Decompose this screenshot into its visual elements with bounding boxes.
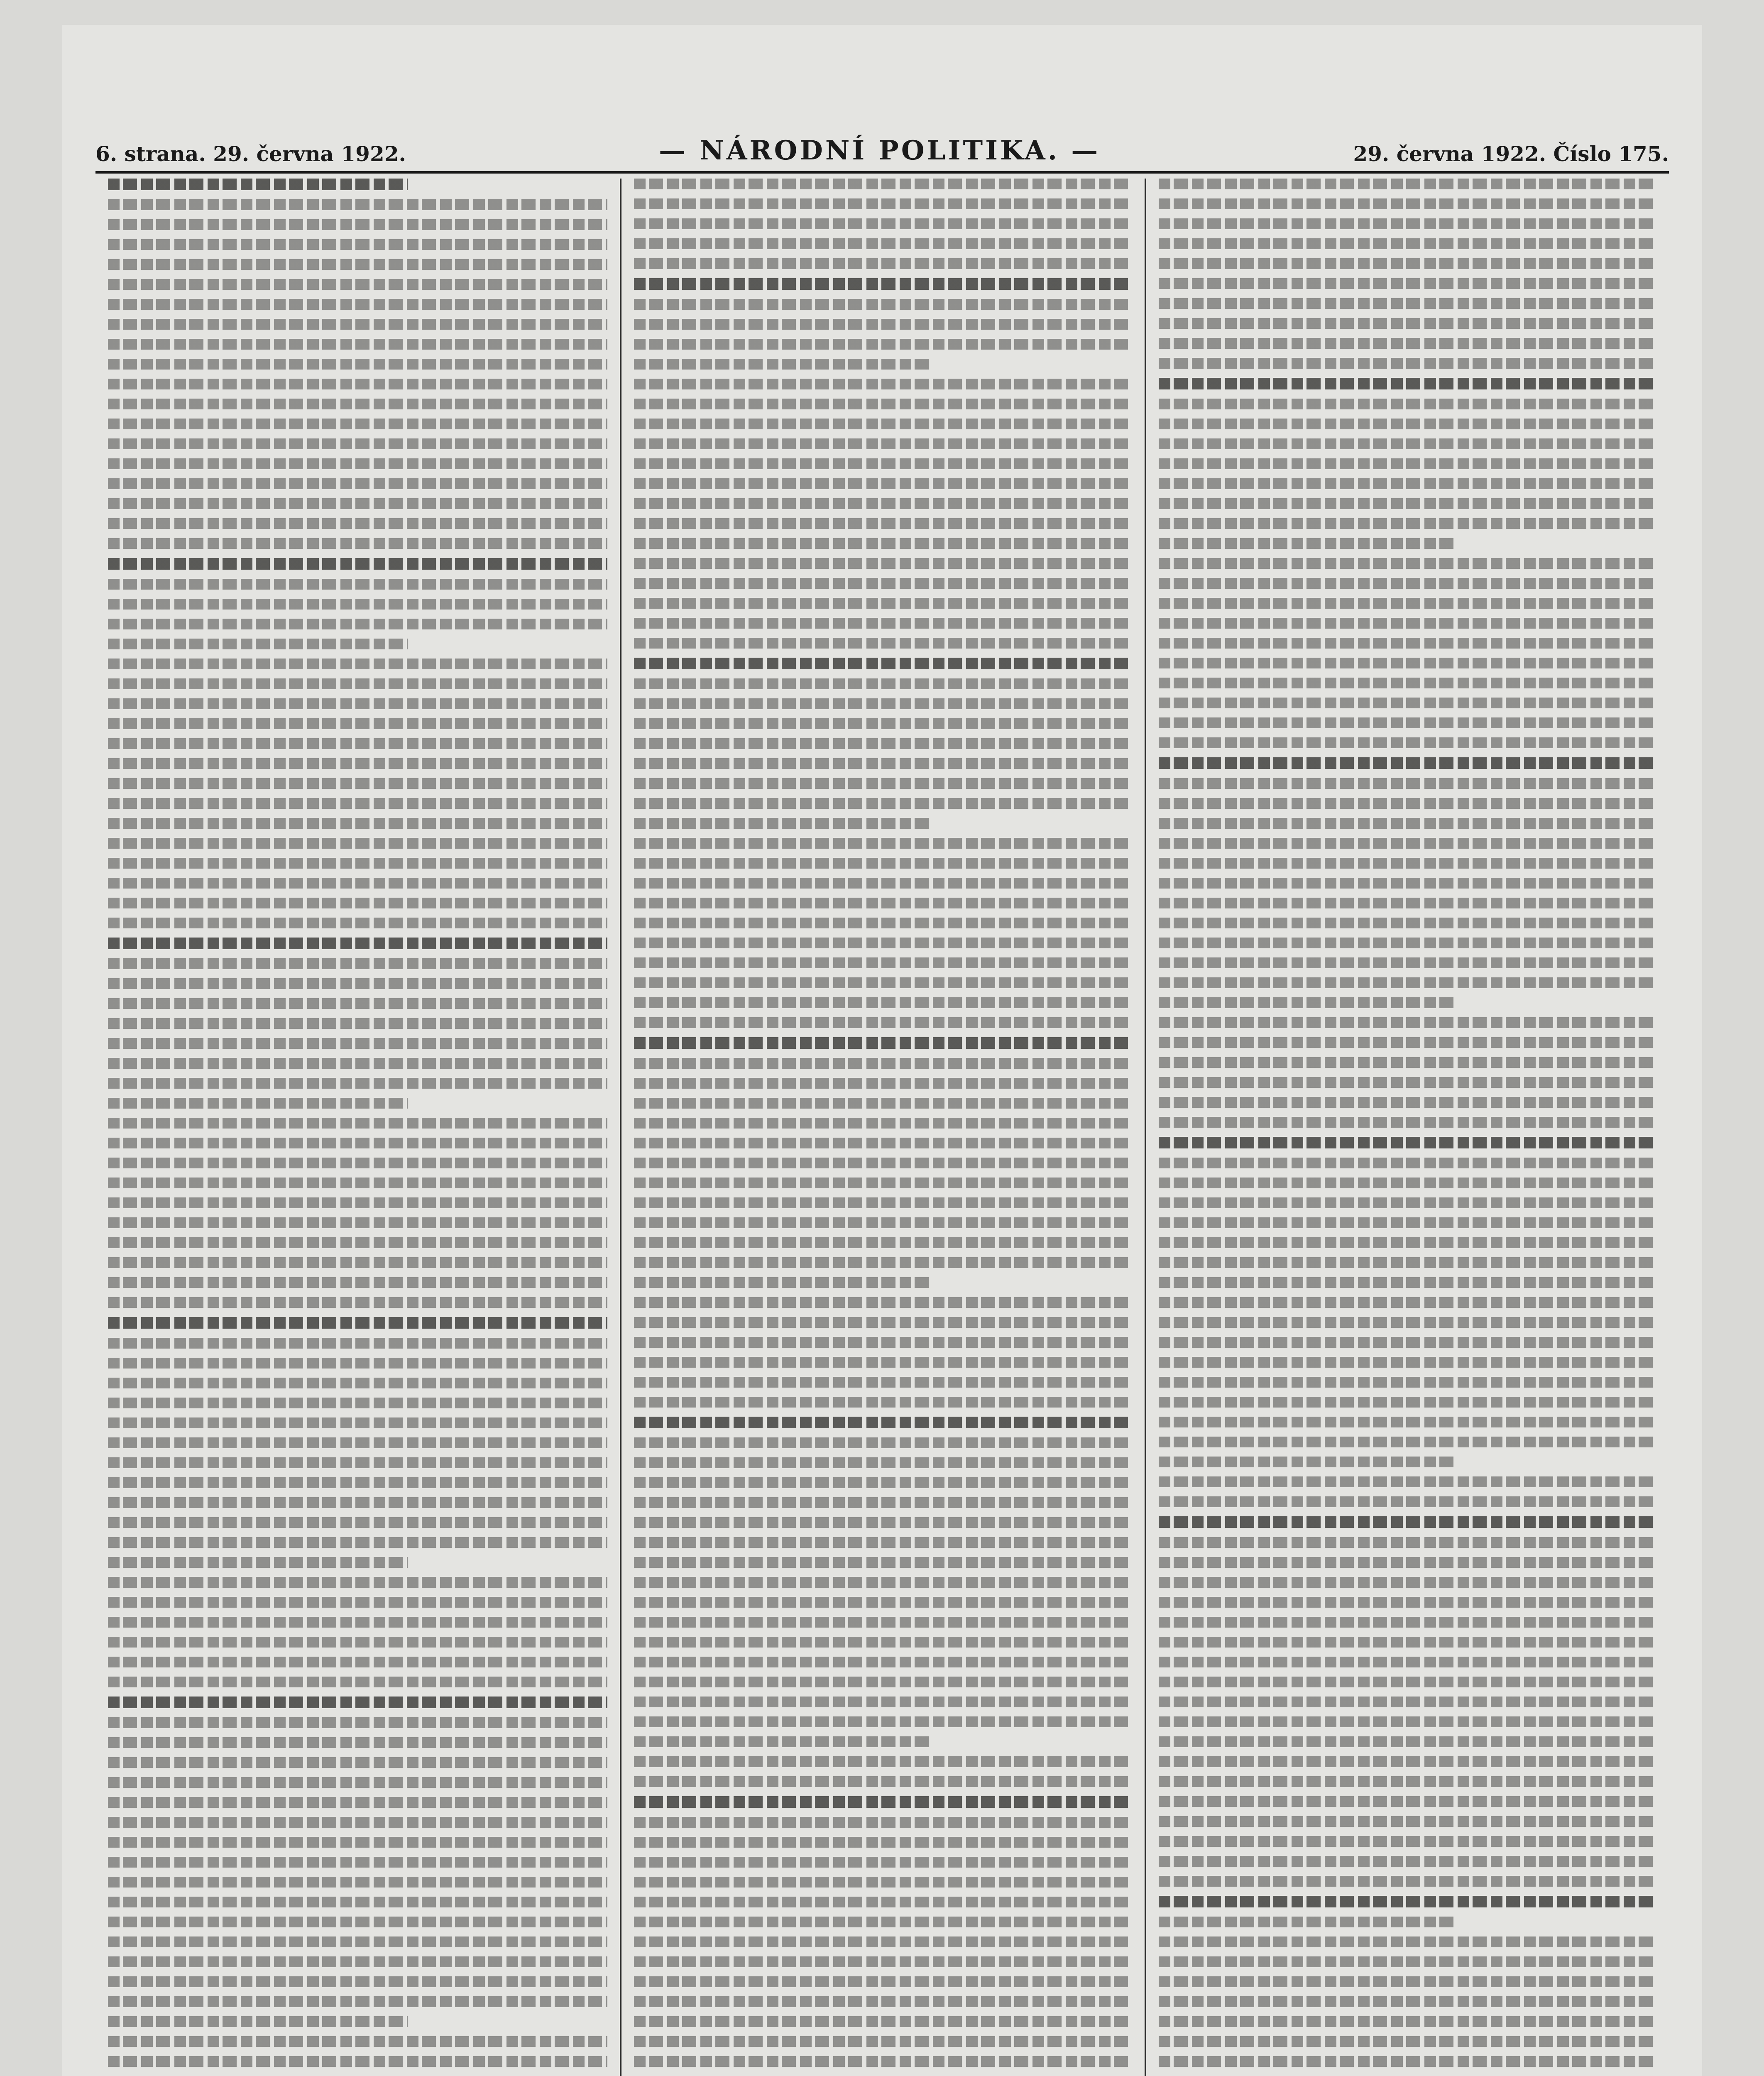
text-line-placeholder bbox=[634, 618, 1132, 629]
masthead-title: — NÁRODNÍ POLITIKA. — bbox=[659, 135, 1101, 166]
text-line-placeholder bbox=[1159, 1377, 1656, 1388]
text-line-placeholder bbox=[108, 599, 607, 610]
text-line-placeholder bbox=[1159, 1437, 1656, 1447]
text-line-placeholder bbox=[108, 619, 607, 629]
text-line-placeholder bbox=[634, 359, 933, 370]
text-line-placeholder bbox=[1159, 338, 1656, 349]
text-line-placeholder bbox=[634, 1497, 1132, 1508]
text-line-placeholder bbox=[634, 1297, 1132, 1308]
text-line-placeholder bbox=[634, 2016, 1132, 2027]
text-line-placeholder bbox=[108, 1277, 607, 1288]
text-line-placeholder bbox=[108, 1437, 607, 1448]
text-line-placeholder bbox=[108, 1317, 607, 1329]
text-line-placeholder bbox=[108, 639, 408, 649]
text-line-placeholder bbox=[634, 838, 1132, 849]
text-line-placeholder bbox=[108, 1197, 607, 1208]
text-line-placeholder bbox=[634, 1017, 1132, 1028]
text-line-placeholder bbox=[108, 1297, 607, 1308]
text-line-placeholder bbox=[1159, 1896, 1656, 1907]
text-line-placeholder bbox=[634, 1617, 1132, 1628]
text-line-placeholder bbox=[108, 878, 607, 889]
text-line-placeholder bbox=[1159, 218, 1656, 229]
text-line-placeholder bbox=[108, 838, 607, 849]
text-line-placeholder bbox=[108, 1797, 607, 1808]
text-line-placeholder bbox=[634, 1857, 1132, 1868]
text-line-placeholder bbox=[108, 1517, 607, 1528]
text-line-placeholder bbox=[1159, 1496, 1656, 1507]
text-line-placeholder bbox=[1159, 678, 1656, 688]
text-line-placeholder bbox=[108, 1936, 607, 1947]
text-line-placeholder bbox=[108, 1917, 607, 1927]
text-line-placeholder bbox=[634, 518, 1132, 529]
column-right bbox=[1145, 179, 1669, 2076]
text-line-placeholder bbox=[108, 419, 607, 429]
text-line-placeholder bbox=[634, 379, 1132, 389]
text-line-placeholder bbox=[634, 1736, 933, 1747]
page-header bbox=[95, 120, 1669, 174]
text-line-placeholder bbox=[1159, 318, 1656, 329]
text-line-placeholder bbox=[108, 1018, 607, 1029]
issue-date-number: 29. června 1922. Číslo 175. bbox=[1353, 142, 1669, 166]
text-line-placeholder bbox=[1159, 298, 1656, 309]
text-line-placeholder bbox=[1159, 778, 1656, 789]
text-line-placeholder bbox=[108, 259, 607, 270]
text-line-placeholder bbox=[634, 977, 1132, 988]
text-line-placeholder bbox=[1159, 918, 1656, 928]
text-line-placeholder bbox=[1159, 658, 1656, 668]
text-line-placeholder bbox=[634, 1517, 1132, 1528]
text-line-placeholder bbox=[634, 278, 1132, 290]
text-line-placeholder bbox=[108, 1358, 607, 1368]
text-line-placeholder bbox=[108, 1257, 607, 1268]
text-line-placeholder bbox=[108, 1757, 607, 1768]
text-line-placeholder bbox=[1159, 438, 1656, 449]
text-line-placeholder bbox=[634, 1597, 1132, 1608]
text-line-placeholder bbox=[108, 518, 607, 529]
text-line-placeholder bbox=[1159, 1816, 1656, 1827]
text-line-placeholder bbox=[634, 1357, 1132, 1368]
text-line-placeholder bbox=[634, 957, 1132, 968]
text-line-placeholder bbox=[634, 1936, 1132, 1947]
text-line-placeholder bbox=[1159, 1597, 1656, 1608]
text-line-placeholder bbox=[108, 1657, 607, 1667]
text-line-placeholder bbox=[108, 778, 607, 789]
text-line-placeholder bbox=[108, 359, 607, 370]
text-line-placeholder bbox=[1159, 858, 1656, 869]
text-line-placeholder bbox=[1159, 538, 1458, 549]
text-line-placeholder bbox=[634, 1697, 1132, 1707]
text-line-placeholder bbox=[1159, 1677, 1656, 1687]
text-line-placeholder bbox=[1159, 618, 1656, 629]
text-line-placeholder bbox=[634, 558, 1132, 569]
text-line-placeholder bbox=[1159, 598, 1656, 609]
text-line-placeholder bbox=[634, 997, 1132, 1008]
text-line-placeholder bbox=[108, 179, 408, 190]
text-line-placeholder bbox=[1159, 1057, 1656, 1068]
text-line-placeholder bbox=[108, 858, 607, 869]
text-line-placeholder bbox=[634, 1217, 1132, 1228]
text-line-placeholder bbox=[634, 238, 1132, 249]
text-line-placeholder bbox=[1159, 878, 1656, 889]
text-line-placeholder bbox=[1159, 1577, 1656, 1588]
text-line-placeholder bbox=[1159, 1516, 1656, 1528]
text-line-placeholder bbox=[1159, 1217, 1656, 1228]
text-line-placeholder bbox=[108, 1597, 607, 1608]
text-line-placeholder bbox=[1159, 977, 1656, 988]
text-line-placeholder bbox=[634, 498, 1132, 509]
text-line-placeholder bbox=[108, 1837, 607, 1848]
text-line-placeholder bbox=[108, 1817, 607, 1828]
text-line-placeholder bbox=[634, 1457, 1132, 1468]
text-line-placeholder bbox=[108, 1557, 408, 1568]
text-line-placeholder bbox=[1159, 419, 1656, 429]
text-line-placeholder bbox=[108, 1956, 607, 1967]
text-line-placeholder bbox=[634, 678, 1132, 689]
text-line-placeholder bbox=[108, 1058, 607, 1069]
text-line-placeholder bbox=[108, 2056, 607, 2067]
text-line-placeholder bbox=[1159, 1956, 1656, 1967]
text-line-placeholder bbox=[1159, 1178, 1656, 1188]
text-line-placeholder bbox=[1159, 258, 1656, 269]
text-line-placeholder bbox=[1159, 1417, 1656, 1427]
text-line-placeholder bbox=[108, 918, 607, 928]
text-line-placeholder bbox=[108, 478, 607, 489]
text-line-placeholder bbox=[108, 1158, 607, 1168]
text-line-placeholder bbox=[108, 1398, 607, 1408]
text-line-placeholder bbox=[108, 1118, 607, 1129]
text-line-placeholder bbox=[108, 1877, 607, 1887]
text-line-placeholder bbox=[1159, 1796, 1656, 1807]
text-line-placeholder bbox=[1159, 1457, 1458, 1467]
text-line-placeholder bbox=[634, 1897, 1132, 1907]
text-line-placeholder bbox=[1159, 278, 1656, 289]
text-line-placeholder bbox=[108, 1976, 607, 1987]
text-line-placeholder bbox=[1159, 957, 1656, 968]
text-line-placeholder bbox=[1159, 1557, 1656, 1568]
text-line-placeholder bbox=[634, 1337, 1132, 1348]
text-line-placeholder bbox=[634, 1118, 1132, 1129]
text-line-placeholder bbox=[634, 1956, 1132, 1967]
text-line-placeholder bbox=[1159, 2036, 1656, 2047]
text-line-placeholder bbox=[108, 239, 607, 250]
text-line-placeholder bbox=[108, 538, 607, 549]
text-line-placeholder bbox=[1159, 1716, 1656, 1727]
text-line-placeholder bbox=[1159, 1197, 1656, 1208]
text-line-placeholder bbox=[1159, 378, 1656, 389]
text-line-placeholder bbox=[634, 1397, 1132, 1408]
text-line-placeholder bbox=[634, 1657, 1132, 1667]
text-line-placeholder bbox=[108, 1338, 607, 1349]
text-line-placeholder bbox=[108, 718, 607, 729]
text-line-placeholder bbox=[1159, 198, 1656, 209]
text-line-placeholder bbox=[1159, 737, 1656, 748]
text-line-placeholder bbox=[108, 1777, 607, 1788]
text-line-placeholder bbox=[634, 1917, 1132, 1927]
text-line-placeholder bbox=[634, 1557, 1132, 1568]
text-line-placeholder bbox=[634, 1976, 1132, 1987]
text-line-placeholder bbox=[1159, 1637, 1656, 1648]
column-left bbox=[95, 179, 620, 2076]
text-line-placeholder bbox=[1159, 1397, 1656, 1408]
text-line-placeholder bbox=[108, 698, 607, 709]
text-line-placeholder bbox=[1159, 1936, 1656, 1947]
text-line-placeholder bbox=[634, 1996, 1132, 2007]
text-line-placeholder bbox=[634, 179, 1132, 189]
text-line-placeholder bbox=[108, 458, 607, 469]
text-line-placeholder bbox=[108, 938, 607, 949]
text-line-placeholder bbox=[108, 1417, 607, 1428]
text-line-placeholder bbox=[634, 798, 1132, 809]
newspaper-page bbox=[62, 25, 1702, 2076]
text-line-placeholder bbox=[634, 818, 933, 829]
text-line-placeholder bbox=[1159, 1317, 1656, 1328]
text-line-placeholder bbox=[1159, 1657, 1656, 1667]
text-line-placeholder bbox=[108, 1637, 607, 1648]
text-line-placeholder bbox=[634, 1796, 1132, 1808]
text-line-placeholder bbox=[634, 658, 1132, 669]
text-line-placeholder bbox=[1159, 238, 1656, 249]
text-line-placeholder bbox=[634, 1877, 1132, 1887]
text-line-placeholder bbox=[108, 319, 607, 330]
text-line-placeholder bbox=[634, 458, 1132, 469]
text-line-placeholder bbox=[1159, 698, 1656, 708]
text-line-placeholder bbox=[634, 1837, 1132, 1848]
text-line-placeholder bbox=[108, 1897, 607, 1907]
text-line-placeholder bbox=[108, 1457, 607, 1468]
text-line-placeholder bbox=[634, 258, 1132, 269]
text-line-placeholder bbox=[1159, 1257, 1656, 1268]
text-line-placeholder bbox=[1159, 1237, 1656, 1248]
text-line-placeholder bbox=[108, 339, 607, 350]
text-line-placeholder bbox=[634, 758, 1132, 769]
text-line-placeholder bbox=[634, 918, 1132, 928]
text-line-placeholder bbox=[634, 1158, 1132, 1168]
text-line-placeholder bbox=[1159, 898, 1656, 908]
text-line-placeholder bbox=[1159, 638, 1656, 649]
text-line-placeholder bbox=[634, 698, 1132, 709]
text-line-placeholder bbox=[108, 1737, 607, 1748]
text-line-placeholder bbox=[634, 638, 1132, 649]
text-line-placeholder bbox=[1159, 1996, 1656, 2007]
text-line-placeholder bbox=[108, 1537, 607, 1548]
text-line-placeholder bbox=[634, 1637, 1132, 1648]
text-line-placeholder bbox=[108, 1378, 607, 1388]
text-line-placeholder bbox=[108, 798, 607, 809]
text-line-placeholder bbox=[634, 1776, 1132, 1787]
text-line-placeholder bbox=[634, 718, 1132, 729]
text-line-placeholder bbox=[634, 339, 1132, 350]
text-line-placeholder bbox=[1159, 798, 1656, 809]
text-line-placeholder bbox=[1159, 1876, 1656, 1887]
text-line-placeholder bbox=[634, 778, 1132, 789]
text-line-placeholder bbox=[634, 1237, 1132, 1248]
text-line-placeholder bbox=[108, 1996, 607, 2007]
text-line-placeholder bbox=[634, 938, 1132, 948]
text-line-placeholder bbox=[634, 1537, 1132, 1548]
text-line-placeholder bbox=[634, 198, 1132, 209]
text-line-placeholder bbox=[108, 1677, 607, 1687]
text-line-placeholder bbox=[634, 1197, 1132, 1208]
text-line-placeholder bbox=[108, 978, 607, 989]
text-line-placeholder bbox=[1159, 1756, 1656, 1767]
article-columns bbox=[95, 179, 1669, 2076]
text-line-placeholder bbox=[108, 558, 607, 570]
text-line-placeholder bbox=[634, 1677, 1132, 1687]
text-line-placeholder bbox=[634, 1716, 1132, 1727]
text-line-placeholder bbox=[108, 299, 607, 310]
text-line-placeholder bbox=[1159, 1697, 1656, 1707]
text-line-placeholder bbox=[634, 898, 1132, 908]
text-line-placeholder bbox=[108, 998, 607, 1009]
text-line-placeholder bbox=[1159, 358, 1656, 369]
text-line-placeholder bbox=[1159, 1836, 1656, 1847]
text-line-placeholder bbox=[634, 1817, 1132, 1828]
text-line-placeholder bbox=[108, 438, 607, 449]
text-line-placeholder bbox=[1159, 1117, 1656, 1128]
text-line-placeholder bbox=[1159, 717, 1656, 728]
text-line-placeholder bbox=[1159, 1017, 1656, 1028]
text-line-placeholder bbox=[1159, 1537, 1656, 1548]
text-line-placeholder bbox=[634, 419, 1132, 429]
text-line-placeholder bbox=[108, 2036, 607, 2047]
page-number-date: 6. strana. 29. června 1922. bbox=[95, 142, 406, 166]
text-line-placeholder bbox=[1159, 1357, 1656, 1368]
text-line-placeholder bbox=[634, 738, 1132, 749]
text-line-placeholder bbox=[108, 1098, 408, 1109]
text-line-placeholder bbox=[108, 738, 607, 749]
text-line-placeholder bbox=[1159, 399, 1656, 409]
text-line-placeholder bbox=[634, 1138, 1132, 1148]
text-line-placeholder bbox=[1159, 1736, 1656, 1747]
text-line-placeholder bbox=[1159, 1297, 1656, 1308]
text-line-placeholder bbox=[108, 1237, 607, 1248]
text-line-placeholder bbox=[634, 598, 1132, 609]
text-line-placeholder bbox=[1159, 1476, 1656, 1487]
text-line-placeholder bbox=[634, 878, 1132, 889]
text-line-placeholder bbox=[1159, 818, 1656, 829]
text-line-placeholder bbox=[108, 1697, 607, 1708]
text-line-placeholder bbox=[1159, 1976, 1656, 1987]
text-line-placeholder bbox=[634, 1078, 1132, 1089]
column-middle bbox=[620, 179, 1144, 2076]
text-line-placeholder bbox=[1159, 838, 1656, 849]
text-line-placeholder bbox=[108, 1857, 607, 1868]
text-line-placeholder bbox=[108, 958, 607, 969]
text-line-placeholder bbox=[108, 898, 607, 908]
text-line-placeholder bbox=[634, 1577, 1132, 1588]
text-line-placeholder bbox=[1159, 578, 1656, 589]
text-line-placeholder bbox=[634, 1377, 1132, 1388]
text-line-placeholder bbox=[634, 538, 1132, 549]
text-line-placeholder bbox=[634, 1058, 1132, 1069]
text-line-placeholder bbox=[634, 1037, 1132, 1049]
text-line-placeholder bbox=[634, 2036, 1132, 2047]
text-line-placeholder bbox=[108, 758, 607, 769]
text-line-placeholder bbox=[1159, 518, 1656, 529]
text-line-placeholder bbox=[108, 659, 607, 669]
text-line-placeholder bbox=[634, 1178, 1132, 1188]
text-line-placeholder bbox=[108, 1717, 607, 1728]
text-line-placeholder bbox=[634, 399, 1132, 409]
text-line-placeholder bbox=[1159, 2016, 1656, 2027]
text-line-placeholder bbox=[1159, 1097, 1656, 1108]
text-line-placeholder bbox=[634, 299, 1132, 310]
text-line-placeholder bbox=[634, 1098, 1132, 1109]
text-line-placeholder bbox=[108, 498, 607, 509]
text-line-placeholder bbox=[1159, 1137, 1656, 1148]
text-line-placeholder bbox=[634, 1756, 1132, 1767]
text-line-placeholder bbox=[1159, 478, 1656, 489]
text-line-placeholder bbox=[108, 1497, 607, 1508]
text-line-placeholder bbox=[634, 858, 1132, 869]
text-line-placeholder bbox=[634, 1257, 1132, 1268]
text-line-placeholder bbox=[108, 399, 607, 409]
text-line-placeholder bbox=[634, 1277, 933, 1288]
text-line-placeholder bbox=[108, 579, 607, 590]
text-line-placeholder bbox=[634, 1437, 1132, 1448]
text-line-placeholder bbox=[108, 379, 607, 389]
text-line-placeholder bbox=[1159, 1077, 1656, 1088]
text-line-placeholder bbox=[108, 279, 607, 290]
text-line-placeholder bbox=[108, 199, 607, 210]
text-line-placeholder bbox=[634, 2056, 1132, 2067]
text-line-placeholder bbox=[634, 319, 1132, 330]
text-line-placeholder bbox=[1159, 498, 1656, 509]
text-line-placeholder bbox=[634, 1417, 1132, 1428]
text-line-placeholder bbox=[634, 1477, 1132, 1488]
text-line-placeholder bbox=[1159, 1617, 1656, 1628]
text-line-placeholder bbox=[108, 1078, 607, 1089]
text-line-placeholder bbox=[108, 2016, 408, 2027]
text-line-placeholder bbox=[1159, 1917, 1458, 1927]
text-line-placeholder bbox=[634, 438, 1132, 449]
text-line-placeholder bbox=[108, 1138, 607, 1148]
text-line-placeholder bbox=[108, 219, 607, 230]
text-line-placeholder bbox=[1159, 1037, 1656, 1048]
text-line-placeholder bbox=[1159, 938, 1656, 948]
text-line-placeholder bbox=[634, 478, 1132, 489]
text-line-placeholder bbox=[1159, 1337, 1656, 1348]
text-line-placeholder bbox=[108, 1217, 607, 1228]
text-line-placeholder bbox=[1159, 1277, 1656, 1288]
text-line-placeholder bbox=[108, 1477, 607, 1488]
text-line-placeholder bbox=[634, 578, 1132, 589]
text-line-placeholder bbox=[1159, 558, 1656, 569]
text-line-placeholder bbox=[634, 1317, 1132, 1328]
text-line-placeholder bbox=[1159, 997, 1458, 1008]
text-line-placeholder bbox=[108, 818, 607, 829]
text-line-placeholder bbox=[1159, 1158, 1656, 1168]
text-line-placeholder bbox=[634, 218, 1132, 229]
text-line-placeholder bbox=[108, 678, 607, 689]
text-line-placeholder bbox=[1159, 1776, 1656, 1787]
text-line-placeholder bbox=[1159, 458, 1656, 469]
text-line-placeholder bbox=[1159, 1856, 1656, 1867]
text-line-placeholder bbox=[108, 1038, 607, 1049]
text-line-placeholder bbox=[1159, 179, 1656, 189]
text-line-placeholder bbox=[108, 1178, 607, 1188]
text-line-placeholder bbox=[1159, 757, 1656, 769]
text-line-placeholder bbox=[108, 1577, 607, 1588]
text-line-placeholder bbox=[108, 1617, 607, 1628]
text-line-placeholder bbox=[1159, 2056, 1656, 2067]
